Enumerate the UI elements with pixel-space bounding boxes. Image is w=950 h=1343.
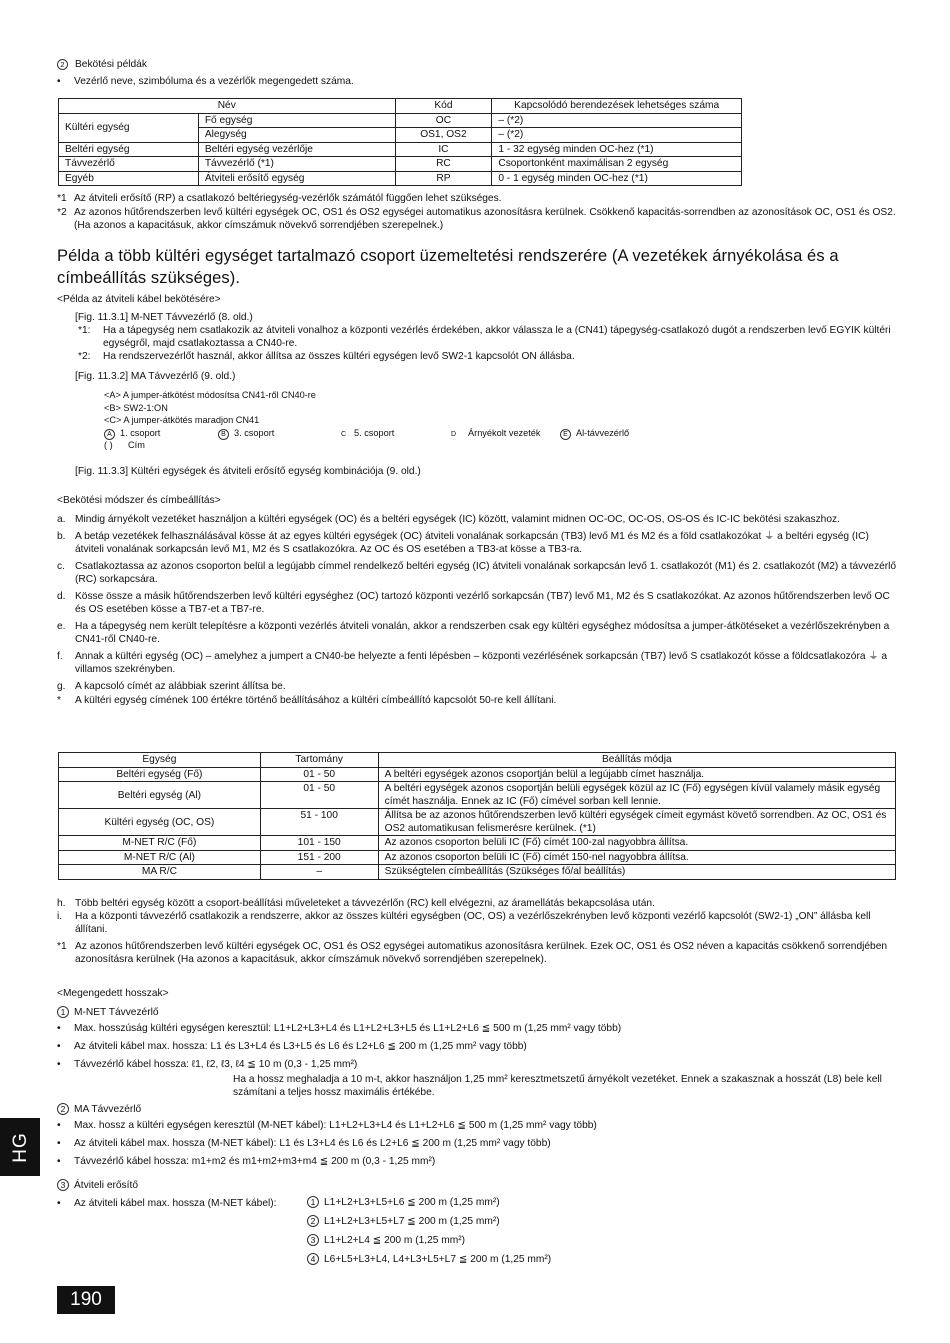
table-row: Távvezérlő Távvezérlő (*1) RC Csoportonként maximálisan 2 egység [59,157,742,172]
list-item: 3 L1+L2+L4 ≦ 200 m (1,25 mm²) [307,1234,707,1253]
table-header-row: Egység Tartomány Beállítás módja [59,753,896,768]
list-item: c. Csatlakoztassa az azonos csoporton belül a legújabb címmel rendelkező beltéri egység (IC) átviteli vonalának sorkapcsán levő 1. csatlakozót (M1) és 2. csatlakozót (M2) a távvezérlő (RC) sorkapcsára. [57,561,897,585]
footnote-1: *1 Az átviteli erősítő (RP) a csatlakozó beltériegység-vezérlők számától függően lehet szükséges. [57,193,502,204]
subheading: <Példa az átviteli kábel bekötésére> [57,294,221,305]
table-row: Egyéb Átviteli erősítő egység RP 0 - 1 egység minden OC-hez (*1) [59,171,742,186]
ma-list [57,1119,917,1173]
star-note: * A kültéri egység címének 100 értékre történő beállításához a kültéri címbeállító kapcsolót 50-re kell állítani. [57,695,557,706]
bullet-item: • Max. hosszúság kültéri egységen keresztül: L1+L2+L3+L4 és L1+L2+L3+L5 és L1+L2+L6 ≦ 500 m (1,25 mm² vagy több) [57,1023,622,1034]
circled-number: 2 [57,1103,69,1115]
bullet-item: • Az átviteli kábel max. hossza (M-NET kábel): L1 és L3+L4 és L6 és L2+L6 ≦ 200 m (1,25 mm² vagy több) [57,1138,551,1149]
page-number: 190 [57,1286,115,1314]
list-item: g. A kapcsoló címét az alábbiak szerint állítsa be. [57,681,286,692]
booster-list [307,1196,707,1272]
list-item: a. Mindig árnyékolt vezetéket használjon a kültéri egységek (OC) és a beltéri egységek (IC) között, valamint midnen OC-OC, OC-OS, OS-OS és IC-IC bekötési szakaszhoz. [57,514,840,525]
mnet-heading: 1 M-NET Távvezérlő [57,1006,159,1019]
table-row: Alegység OS1, OS2 – (*2) [59,128,742,143]
footnote-2: *2 Az azonos hűtőrendszerben levő kültéri egységek OC, OS1 és OS2 egységei automatikus azonosításra kerülnek. Csökkenő kapacitás-sorrendben az azonosítások OC, OS1 és OS2. (Ha azonos a kapacitásuk, akkor címszámuk növekvő sorrendjében szerepelnek.) [57,207,896,231]
symbol-d-icon: D [450,430,457,438]
list-item: 1 L1+L2+L3+L5+L6 ≦ 200 m (1,25 mm²) [307,1196,707,1215]
subheading: <Bekötési módszer és címbeállítás> [57,495,221,506]
bullet-item: • Max. hossz a kültéri egységen keresztül (M-NET kábel): L1+L2+L3+L4 és L1+L2+L6 ≦ 500 m (1,25 mm² vagy több) [57,1120,597,1131]
table-row: Beltéri egység (Fő) 01 - 50 A beltéri egységek azonos csoportján belül a legújabb címet használja. [59,767,896,782]
table-row: Beltéri egység (Al) 01 - 50 A beltéri egységek azonos csoportján belüli egységek közül az IC (Fő) egységen kívül valamely másik egység címét használja. Ennek az IC (Fő) címével sorban kell lennie. [59,782,896,809]
table-header-row: Név Kód Kapcsolódó berendezések lehetséges száma [59,99,742,114]
page-title: Példa a több kültéri egységet tartalmazó csoport üzemeltetési rendszerére (A vezetékek árnyékolása és a címbeállítás szükséges). [57,247,839,287]
legend-item: <B> SW2-1:ON [104,402,168,413]
section-2-heading [57,58,147,71]
ma-heading: 2 MA Távvezérlő [57,1103,141,1116]
legend-item: <C> A jumper-átkötés maradjon CN41 [104,415,260,425]
figure-label: [Fig. 11.3.1] M-NET Távvezérlő (8. old.) [75,312,253,323]
mnet-note: Ha a hossz meghaladja a 10 m-t, akkor használjon 1,25 mm² keresztmetszetű árnyékolt vezetéket. Ennek a szakasznak a hosszát (L8) bele kell számítani a teljes hossz maximális értékébe. [233,1074,882,1098]
list-item: f. Annak a kültéri egység (OC) – amelyhez a jumpert a CN40-be helyezte a fenti lépésben – központi vezérlésének sorkapcsán (TB7) levő S csatlakozót kösse a földcsatlakozóra ⏚ a villamos szekrényben. [57,651,888,675]
symbol-b-icon: B [218,429,229,440]
symbol-a-icon: A [104,429,115,440]
figure-label: [Fig. 11.3.2] MA Távvezérlő (9. old.) [75,371,236,382]
figure-note: *1: Ha a tápegység nem csatlakozik az átviteli vonalhoz a központi vezérlés érdekében, akkor válassza le a (CN41) tápegység-csatlakozó dugót a rendszerben levő EGYIK kültéri egységről, majd csatlakoztassa a CN40-re. [78,325,891,349]
bullet-item: • Az átviteli kábel max. hossza: L1 és L3+L4 és L3+L5 és L6 és L2+L6 ≦ 200 m (1,25 mm² vagy több) [57,1041,527,1052]
subheading: <Megengedett hosszak> [57,988,169,999]
figure-label: [Fig. 11.3.3] Kültéri egységek és átviteli erősítő egység kombinációja (9. old.) [75,466,421,477]
bullet-item: • Távvezérlő kábel hossza: ℓ1, ℓ2, ℓ3, ℓ4 ≦ 10 m (0,3 - 1,25 mm²) [57,1059,358,1070]
list-item: h. Több beltéri egység között a csoport-beállítási műveleteket a távvezérlőn (RC) kell elvégezni, az áramellátás bekapcsolása után. [57,898,655,909]
controller-table [58,98,742,186]
symbol-e-icon: E [560,429,571,440]
table-row: M-NET R/C (Al) 151 - 200 Az azonos csoporton belüli IC (Fő) címét 150-nel nagyobbra állítsa. [59,850,896,865]
section-title: Bekötési példák [75,59,147,70]
table-row: Beltéri egység Beltéri egység vezérlője IC 1 - 32 egység minden OC-hez (*1) [59,142,742,157]
figure-note: *2: Ha rendszervezérlőt használ, akkor állítsa az összes kültéri egységen levő SW2-1 kapcsolót ON állásba. [78,351,575,362]
circled-number: 3 [57,1179,69,1191]
list-item: 2 L1+L2+L3+L5+L7 ≦ 200 m (1,25 mm²) [307,1215,707,1234]
mnet-list [57,1022,917,1073]
table-row: Kültéri egység Fő egység OC – (*2) [59,113,742,128]
circled-number: 1 [57,1006,69,1018]
symbol-c-icon: C [340,430,347,438]
list-item: *1 Az azonos hűtőrendszerben levő kültéri egységek OC, OS1 és OS2 egységei automatikus azonosításra kerülnek. Ezek OC, OS1 és OS2 néven a kapacitás csökkenő sorrendjében azonosításra kerülnek (Ha azonos a kapacitásuk, akkor címszámuk növekvő sorrendjében szerepelnek). [57,941,888,965]
list-item: 4 L6+L5+L3+L4, L4+L3+L5+L7 ≦ 200 m (1,25 mm²) [307,1253,707,1272]
steps-list [57,513,897,711]
list-item: i. Ha a központi távvezérlő csatlakozik a rendszerre, akkor az összes kültéri egységben (OC, OS) a vezérlőszekrényben levő központi vezérlő kapcsolót (SW2-1) „ON” állásba kell állítani. [57,911,871,935]
address-table [58,752,896,880]
steps-list-2 [57,897,897,970]
legend-item: ( ) Cím [104,440,145,450]
table-row: Kültéri egység (OC, OS) 51 - 100 Állítsa be az azonos hűtőrendszerben levő kültéri egységek címeit egymást követő sorrendben. Az OC, OS1 és OS2 automatikusan felismerésre kerülnek. (*1) [59,809,896,836]
bullet-item: • Távvezérlő kábel hossza: m1+m2 és m1+m2+m3+m4 ≦ 200 m (0,3 - 1,25 mm²) [57,1156,436,1167]
booster-heading: 3 Átviteli erősítő [57,1179,138,1192]
list-item: e. Ha a tápegység nem került telepítésre a központi vezérlés átviteli vonalán, akkor a rendszerben csak egy kültéri egységhez módosítsa a jumper-átkötéseket a vezérlőszekrényben a CN41-ről CN40-re. [57,621,890,645]
list-item: b. A betáp vezetékek felhasználásával kösse át az egyes kültéri egységek (OC) átviteli vonalának sorkapcsán (TB3) levő M1 és M2 és a föld csatlakozókat ⏚ a beltéri egység (IC) átviteli vonalának sorkapcsán levő M1, M2 és S csatlakozókra. Az OC és OS esetében a TB3-at kösse a TB3-ra. [57,531,869,555]
legend-symbols-row: A 1. csoport B 3. csoport C 5. csoport D Árnyékolt vezeték E Al-távvezérlő [104,427,804,440]
bullet-item: • Az átviteli kábel max. hossza (M-NET kábel): [57,1198,277,1209]
bullet-item: • Vezérlő neve, szimbóluma és a vezérlők megengedett száma. [57,76,354,87]
circled-number: 2 [57,59,68,70]
list-item: d. Kösse össze a másik hűtőrendszerben levő kültéri egységhez (OC) tartozó központi vezérlő sorkapcsán (TB7) levő M1, M2 és S csatlakozókat. Az azonos hűtőrendszerben levő OC és OS esetében kösse a TB7-et a TB7-re. [57,591,890,615]
figure-legend [104,389,804,452]
table-row: M-NET R/C (Fő) 101 - 150 Az azonos csoporton belüli IC (Fő) címét 100-zal nagyobbra állítsa. [59,836,896,851]
table-row: MA R/C – Szükségtelen címbeállítás (Szükséges fő/al beállítás) [59,865,896,880]
legend-item: <A> A jumper-átkötést módosítsa CN41-ről CN40-re [104,390,316,400]
language-tab: HG [0,1118,40,1176]
